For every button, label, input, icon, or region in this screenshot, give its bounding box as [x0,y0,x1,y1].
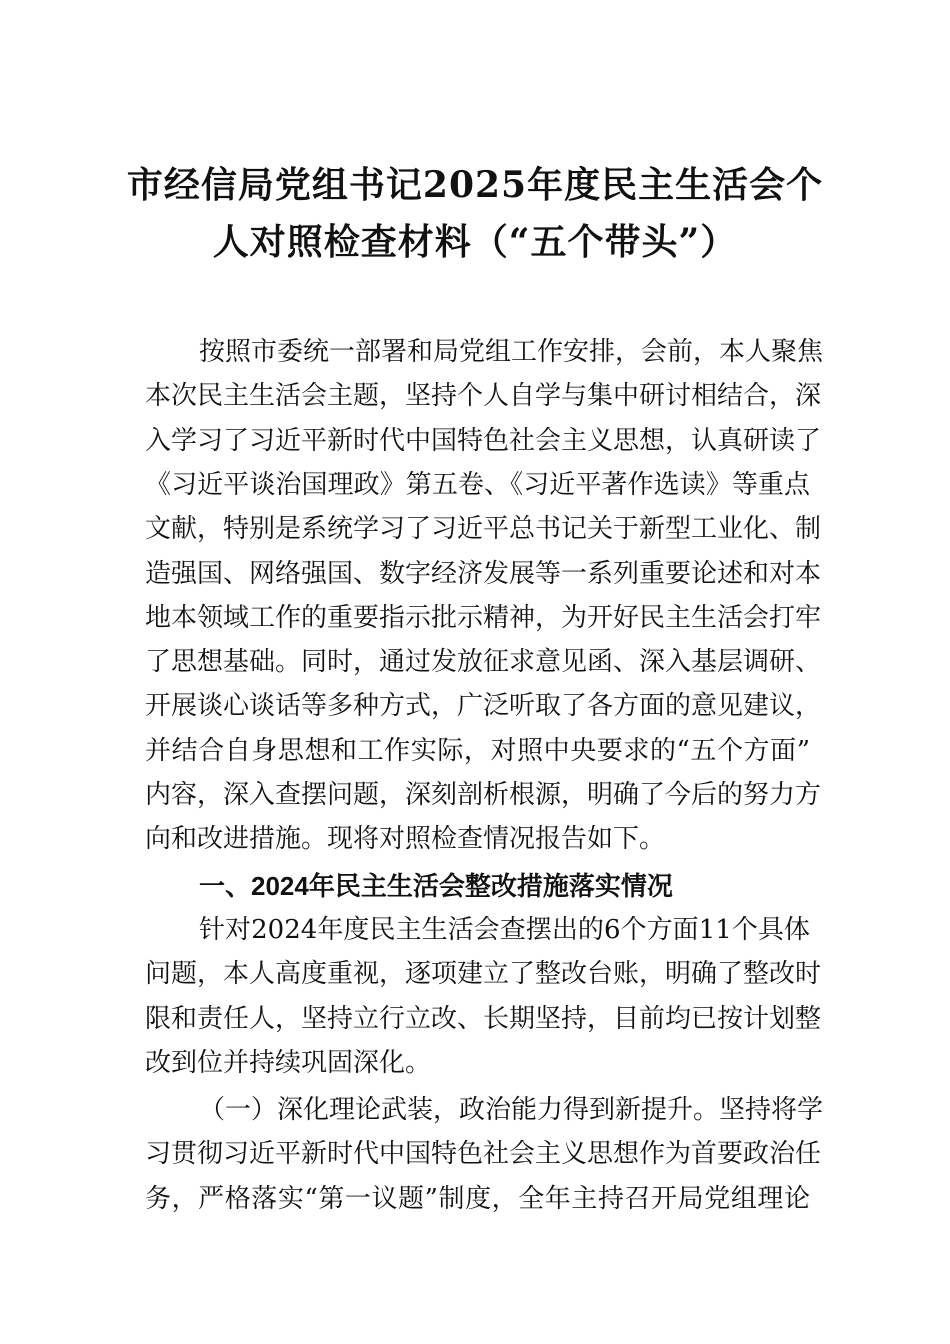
section-heading-1: 一、2024年民主生活会整改措施落实情况 [199,871,673,901]
paragraph-line: 内容，深入查摆问题，深刻剖析根源，明确了今后的努力方 [145,780,822,810]
paragraph-line: 造强国、网络强国、数字经济发展等一系列重要论述和对本 [145,558,822,589]
paragraph-line: （一）深化理论武装，政治能力得到新提升。坚持将学 [199,1095,824,1125]
paragraph-line: 问题，本人高度重视，逐项建立了整改台账，明确了整改时 [145,959,822,990]
paragraph-line: 务，严格落实“第一议题”制度，全年主持召开局党组理论 [145,1183,810,1214]
paragraph-line: 并结合自身思想和工作实际，对照中央要求的“五个方面” [145,735,810,766]
paragraph-line: 《习近平谈治国理政》第五卷、《习近平著作选读》等重点 [145,469,810,500]
paragraph-line: 习贯彻习近平新时代中国特色社会主义思想作为首要政治任 [145,1139,822,1170]
paragraph-line: 限和责任人，坚持立行立改、长期坚持，目前均已按计划整 [145,1003,822,1034]
paragraph-line: 按照市委统一部署和局党组工作安排，会前，本人聚焦 [199,337,824,367]
paragraph-line: 改到位并持续巩固深化。 [145,1047,432,1078]
paragraph-line: 开展谈心谈话等多种方式，广泛听取了各方面的意见建议， [145,691,822,722]
paragraph-line: 本次民主生活会主题，坚持个人自学与集中研讨相结合，深 [145,381,822,412]
paragraph-line: 入学习了习近平新时代中国特色社会主义思想，认真研读了 [145,425,822,456]
paragraph-line: 针对2024年度民主生活会查摆出的6个方面11个具体 [199,915,810,945]
paragraph-line: 文献，特别是系统学习了习近平总书记关于新型工业化、制 [145,514,822,545]
paragraph-line: 了思想基础。同时，通过发放征求意见函、深入基层调研、 [145,647,822,678]
paragraph-line: 地本领域工作的重要指示批示精神，为开好民主生活会打牢 [145,602,822,633]
paragraph-line: 向和改进措施。现将对照检查情况报告如下。 [145,824,666,855]
document-title-line-1: 市经信局党组书记2025年度民主生活会个 [126,164,824,206]
document-title-line-2: 人对照检查材料（“五个带头”） [212,221,738,263]
